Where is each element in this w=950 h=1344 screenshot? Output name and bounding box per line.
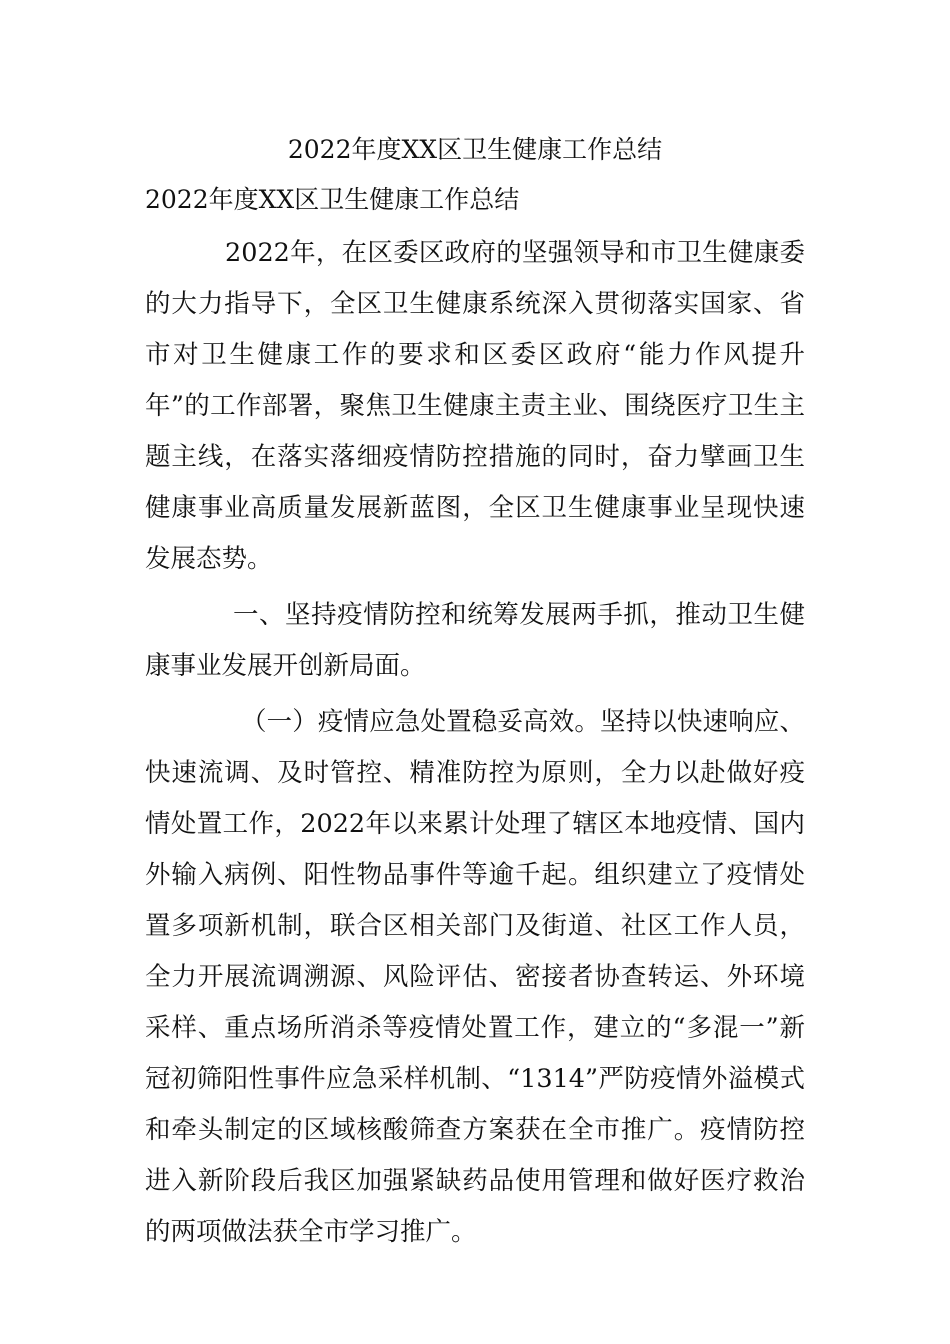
paragraph-subsection-1: （一）疫情应急处置稳妥高效。坚持以快速响应、快速流调、及时管控、精准防控为原则，全力以赴做好疫情处置工作，2022年以来累计处理了辖区本地疫情、国内外输入病例、阳性物品事件等逾千起。组织建立了疫情处置多项新机制，联合区相关部门及街道、社区工作人员，全力开展流调溯源、风险评估、密接者协查转运、外环境采样、重点场所消杀等疫情处置工作，建立的“多混一”新冠初筛阳性事件应急采样机制、“1314”严防疫情外溢模式和牵头制定的区域核酸筛查方案获在全市推广。疫情防控进入新阶段后我区加强紧缺药品使用管理和做好医疗救治的两项做法获全市学习推广。	[145, 707, 805, 1247]
section-heading-1: 一、坚持疫情防控和统筹发展两手抓，推动卫生健康事业发展开创新局面。	[145, 600, 805, 681]
paragraph-intro: 2022年，在区委区政府的坚强领导和市卫生健康委的大力指导下，全区卫生健康系统深入贯彻落实国家、省市对卫生健康工作的要求和区委区政府“能力作风提升年”的工作部署，聚焦卫生健康主责主业、围绕医疗卫生主题主线，在落实落细疫情防控措施的同时，奋力擘画卫生健康事业高质量发展新蓝图，全区卫生健康事业呈现快速发展态势。	[145, 238, 805, 574]
document-body	[145, 228, 805, 1258]
document-subtitle: 2022年度XX区卫生健康工作总结	[145, 185, 520, 214]
document-title: 2022年度XX区卫生健康工作总结	[287, 135, 663, 164]
